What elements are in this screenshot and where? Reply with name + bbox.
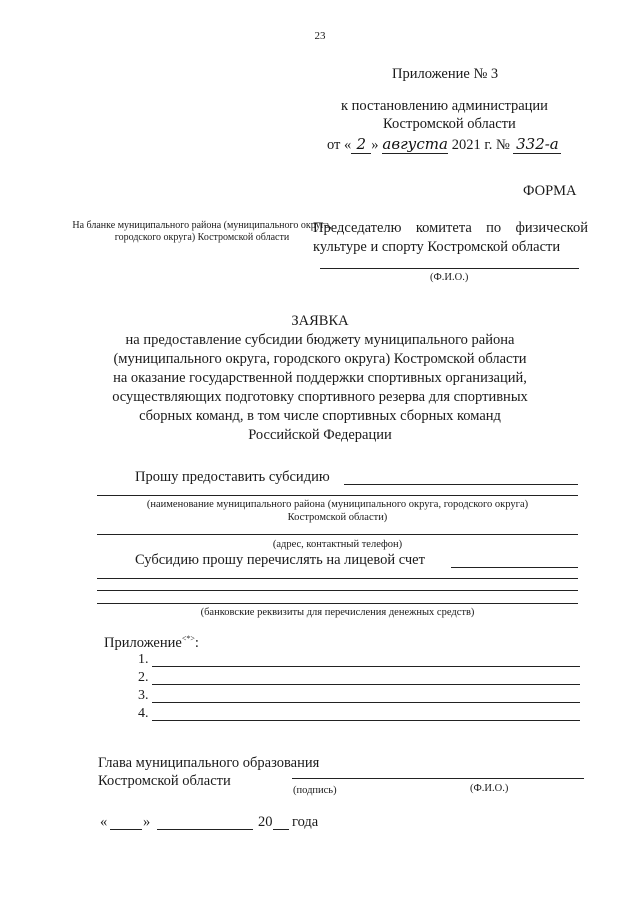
- date-year-suffix: года: [292, 814, 319, 830]
- account-line[interactable]: [451, 567, 578, 568]
- title-line-2: (муниципального округа, городского округа) Костромской области: [113, 351, 527, 367]
- title-heading: ЗАЯВКА: [291, 313, 349, 329]
- municipality-caption-2: Костромской области): [287, 512, 388, 523]
- date-mid: »: [371, 137, 379, 153]
- attachment-item-1-line[interactable]: [152, 666, 580, 667]
- attachment-item-4-number: 4.: [138, 706, 149, 721]
- attachment-item-4-line[interactable]: [152, 720, 580, 721]
- municipality-caption-1: (наименование муниципального района (муниципального округа, городского округа): [146, 499, 529, 510]
- title-line-6: Российской Федерации: [248, 427, 392, 443]
- appendix-title: Приложение № 3: [392, 66, 499, 82]
- bank-details-line-3[interactable]: [97, 603, 578, 604]
- subsidy-amount-line[interactable]: [344, 484, 578, 485]
- title-line-1: на предоставление субсидии бюджету муниципального района: [125, 332, 515, 348]
- page-number: 23: [314, 30, 326, 42]
- addressee-fio-caption: (Ф.И.О.): [430, 272, 469, 283]
- addressee-line-1: Председателю комитета по физической: [313, 220, 588, 236]
- decree-region: Костромской области: [383, 116, 516, 132]
- fio-caption: (Ф.И.О.): [470, 783, 509, 794]
- handwritten-day: 2: [351, 135, 371, 154]
- title-line-3: на оказание государственной поддержки спортивных организаций,: [113, 370, 527, 386]
- addressee-fio-line: [320, 268, 579, 269]
- attachments-label: [104, 634, 199, 652]
- date-year-line[interactable]: [273, 829, 289, 830]
- date-close-quote: »: [143, 814, 151, 830]
- municipality-name-line[interactable]: [97, 495, 578, 496]
- attachment-item-2-number: 2.: [138, 670, 149, 685]
- request-text: Прошу предоставить субсидию: [135, 469, 330, 485]
- date-year-prefix: 20: [258, 814, 273, 830]
- date-day-line[interactable]: [110, 829, 142, 830]
- head-title-line-2: Костромской области: [98, 773, 231, 789]
- blank-note: На бланке муниципального района (муниципального округа, городского округа) Костромской области: [72, 220, 332, 243]
- addressee-line-2: культуре и спорту Костромской области: [313, 239, 561, 255]
- handwritten-doc-number: 332-а: [513, 135, 561, 154]
- attachment-item-3-number: 3.: [138, 688, 149, 703]
- attachment-item-2-line[interactable]: [152, 684, 580, 685]
- attachment-item-1-number: 1.: [138, 652, 149, 667]
- form-label: ФОРМА: [523, 183, 577, 199]
- signature-line[interactable]: [292, 778, 584, 779]
- date-prefix: от «: [327, 137, 352, 153]
- attachments-footnote: <*>: [181, 634, 195, 643]
- decree-date-line: [327, 135, 561, 154]
- date-month-line[interactable]: [157, 829, 253, 830]
- signature-caption: (подпись): [293, 785, 337, 796]
- address-caption: (адрес, контактный телефон): [272, 539, 403, 550]
- address-line[interactable]: [97, 534, 578, 535]
- date-open-quote: «: [100, 814, 108, 830]
- transfer-text: Субсидию прошу перечислять на лицевой счет: [135, 552, 425, 568]
- date-year: 2021 г. №: [451, 137, 510, 153]
- addressee-block: [313, 219, 588, 257]
- application-title: [40, 312, 600, 445]
- title-line-5: сборных команд, в том числе спортивных сборных команд: [139, 408, 501, 424]
- attachment-item-3-line[interactable]: [152, 702, 580, 703]
- decree-reference: к постановлению администрации: [341, 98, 548, 114]
- handwritten-month: августа: [382, 135, 448, 153]
- bank-caption: (банковские реквизиты для перечисления денежных средств): [200, 607, 475, 618]
- attachments-label-text: Приложение: [104, 634, 182, 651]
- head-title-line-1: Глава муниципального образования: [98, 755, 320, 771]
- bank-details-line-1[interactable]: [97, 578, 578, 579]
- attachments-colon: :: [194, 634, 199, 651]
- title-line-4: осуществляющих подготовку спортивного резерва для спортивных: [112, 389, 528, 405]
- bank-details-line-2[interactable]: [97, 590, 578, 591]
